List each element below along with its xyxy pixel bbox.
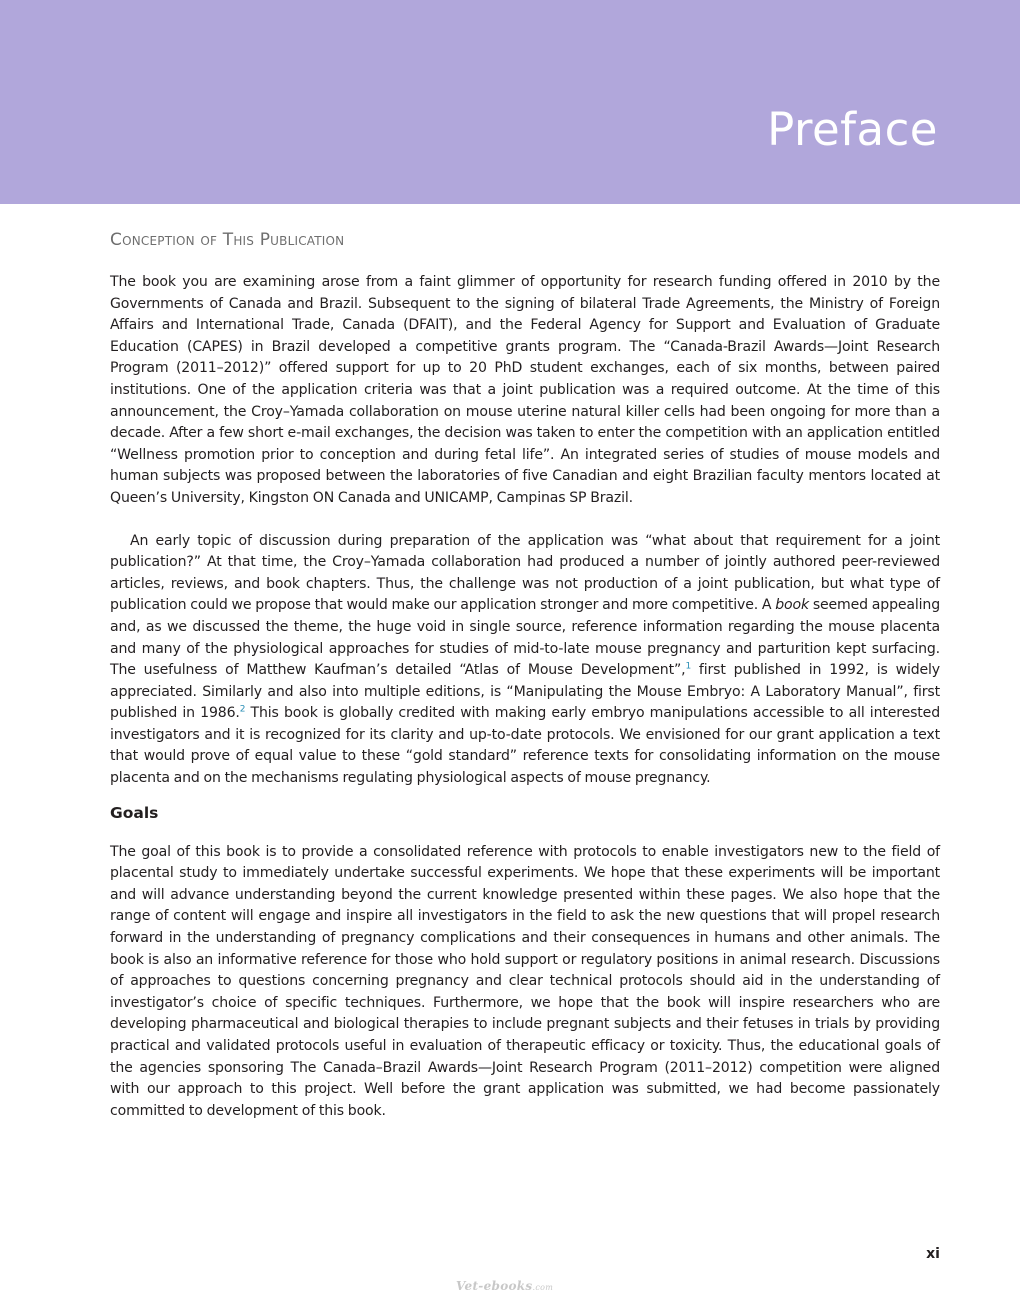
page-number: xi <box>926 1246 940 1262</box>
watermark-domain: .com <box>532 1283 554 1292</box>
paragraph-text: first published in 1992, is widely appreciated. Similarly and also into multiple editions, is “Manipulating the Mouse Embryo: A Laboratory Manual”, first published in 1986. <box>110 662 940 722</box>
section-heading: Conception of This Publication <box>110 230 345 250</box>
main-content <box>110 222 940 1122</box>
watermark-text: Vet-ebooks <box>456 1279 533 1293</box>
paragraph-conception: The book you are examining arose from a faint glimmer of opportunity for research funding offered in 2010 by the Governments of Canada and Brazil. Subsequent to the signing of bilateral Trade Agreements, the Ministry of Foreign Affairs and International Trade, Canada (DFAIT), and the Federal Agency for Support and Evaluation of Graduate Education (CAPES) in Brazil developed a competitive grants program. The “Canada-Brazil Awards—Joint Research Program (2011–2012)” offered support for up to 20 PhD student exchanges, each of six months, between paired institutions. One of the application criteria was that a joint publication was a required outcome. At the time of this announcement, the Croy–Yamada collaboration on mouse uterine natural killer cells had been ongoing for more than a decade. After a few short e-mail exchanges, the decision was taken to enter the competition with an application entitled “Wellness promotion prior to conception and during fetal life”. An integrated series of studies of mouse models and human subjects was proposed between the laboratories of five Canadian and eight Brazilian faculty mentors located at Queen’s University, Kingston ON Canada and UNICAMP, Campinas SP Brazil. <box>110 274 940 506</box>
paragraph-early-topic <box>110 531 940 790</box>
paragraph-text: An early topic of discussion during preparation of the application was “what about that requirement for a joint publication?” At that time, the Croy–Yamada collaboration had produced a number of jointly authored peer-reviewed articles, reviews, and book chapters. Thus, the challenge was not production of a joint publication, but what type of publication could we propose that would make our application stronger and more competitive. A <box>110 532 940 614</box>
paragraph-text: seemed appealing and, as we discussed the theme, the huge void in single source, reference information regarding the mouse placenta and many of the physiological approaches for studies of mid-to-late mouse pregnancy and parturition kept surfacing. The usefulness of Matthew Kaufman’s detailed “Atlas of Mouse Development”, <box>110 597 940 679</box>
page-title: Preface <box>767 103 938 156</box>
emphasis-book: book <box>775 597 809 614</box>
paragraph-goals: The goal of this book is to provide a consolidated reference with protocols to enable investigators new to the field of placental study to immediately undertake successful experiments. We hope that these experiments will be important and will advance understanding beyond the current knowledge presented within these pages. We also hope that the range of content will engage and inspire all investigators in the field to ask the new questions that will propel research forward in the understanding of pregnancy complications and their consequences in humans and other animals. The book is also an informative reference for those who hold support or regulatory positions in animal research. Discussions of approaches to questions concerning pregnancy and clear technical protocols should aid in the understanding of investigator’s choice of specific techniques. Furthermore, we hope that the book will inspire researchers who are developing pharmaceutical and biological therapies to include pregnant subjects and their fetuses in trials by providing practical and validated protocols useful in evaluation of therapeutic efficacy or toxicity. Thus, the educational goals of the agencies sponsoring The Canada–Brazil Awards—Joint Research Program (2011–2012) competition were aligned with our approach to this project. Well before the grant application was submitted, we had become passionately committed to development of this book. <box>110 843 940 1119</box>
goals-heading: Goals <box>110 803 159 822</box>
footnote-ref-1[interactable]: 1 <box>685 661 692 672</box>
paragraph-text: This book is globally credited with making early embryo manipulations accessible to all interested investigators and it is recognized for its clarity and up-to-date protocols. We envisioned for our grant application a text that would prove of equal value to these “gold standard” reference texts for consolidating information on the mouse placenta and on the mechanisms regulating physiological aspects of mouse pregnancy. <box>110 705 940 787</box>
watermark-logo <box>456 1279 553 1293</box>
footnote-ref-2[interactable]: 2 <box>239 704 246 715</box>
header-banner <box>0 0 1020 204</box>
